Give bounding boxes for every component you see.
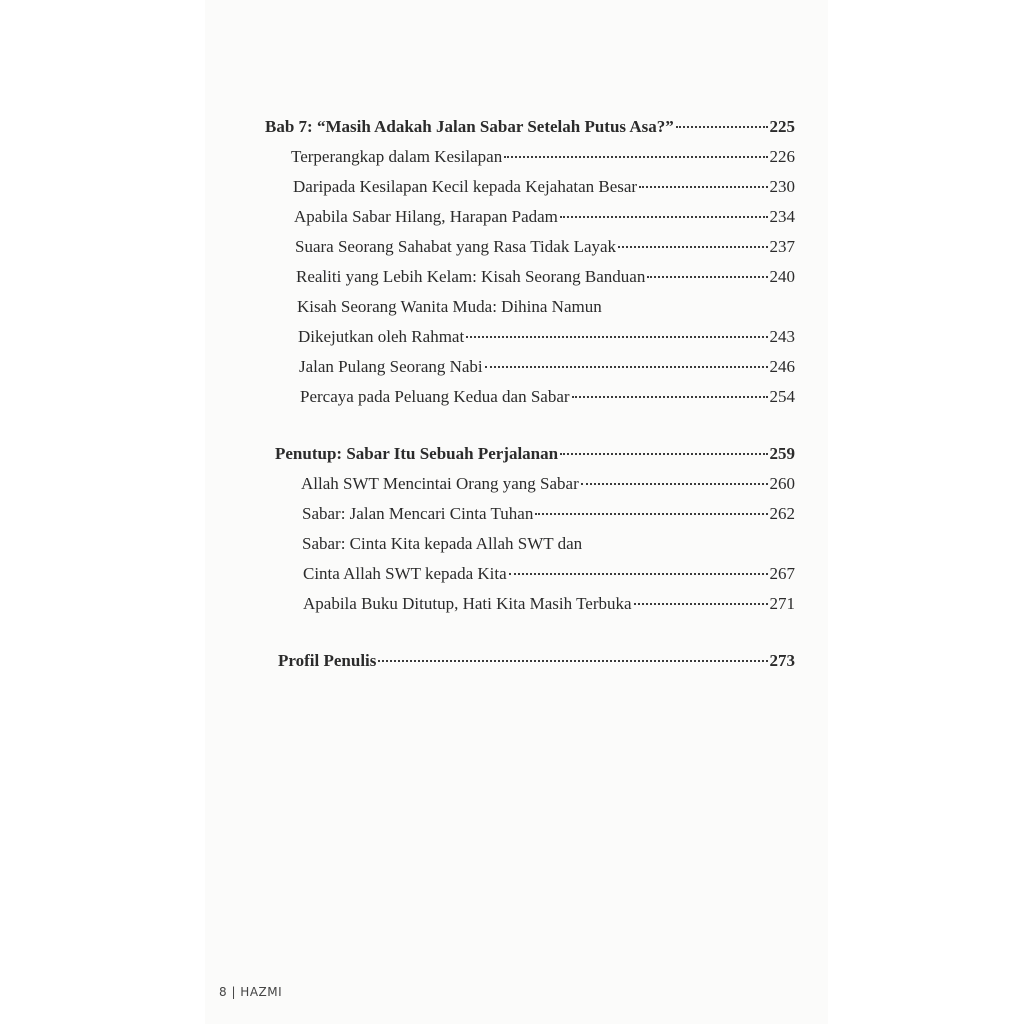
dot-leader	[560, 216, 768, 218]
toc-page-number: 262	[769, 504, 795, 523]
dot-leader	[676, 126, 768, 128]
toc-page-number: 230	[769, 177, 795, 196]
toc-entry-title: Cinta Allah SWT kepada Kita	[303, 564, 507, 583]
toc-page-number: 240	[769, 267, 795, 286]
toc-page-number: 259	[769, 444, 795, 463]
toc-entry	[265, 142, 795, 172]
section-gap	[265, 412, 795, 439]
page-footer: 8 | HAZMI	[219, 985, 283, 999]
toc-chapter-heading	[265, 112, 795, 142]
dot-leader	[535, 513, 767, 515]
toc-entry	[265, 352, 795, 382]
toc-entry	[265, 322, 795, 352]
toc-page-number: 234	[769, 207, 795, 226]
toc-entry	[265, 469, 795, 499]
toc-entry	[265, 589, 795, 619]
toc-page-number: 226	[769, 147, 795, 166]
toc-chapter-heading	[265, 646, 795, 676]
toc-page-number: 225	[769, 117, 795, 136]
dot-leader	[572, 396, 768, 398]
toc-entry-title: Jalan Pulang Seorang Nabi	[299, 357, 483, 376]
toc-entry-title: Realiti yang Lebih Kelam: Kisah Seorang Banduan	[296, 267, 646, 286]
dot-leader	[504, 156, 767, 158]
section-gap	[265, 619, 795, 646]
toc-entry-title: Allah SWT Mencintai Orang yang Sabar	[301, 474, 579, 493]
toc-page-number: 243	[769, 327, 795, 346]
dot-leader	[647, 276, 767, 278]
toc-page-number: 260	[769, 474, 795, 493]
toc-entry-title: Kisah Seorang Wanita Muda: Dihina Namun	[297, 297, 602, 316]
dot-leader	[581, 483, 768, 485]
toc-entry	[265, 232, 795, 262]
dot-leader	[509, 573, 768, 575]
dot-leader	[485, 366, 768, 368]
toc-page-number: 254	[769, 387, 795, 406]
toc-entry-first-line	[265, 292, 795, 322]
toc-entry	[265, 202, 795, 232]
dot-leader	[560, 453, 767, 455]
toc-chapter-heading	[265, 439, 795, 469]
toc-page-number: 246	[769, 357, 795, 376]
toc-entry	[265, 172, 795, 202]
toc-entry-title: Terperangkap dalam Kesilapan	[291, 147, 503, 166]
toc-entry-title: Apabila Sabar Hilang, Harapan Padam	[294, 207, 558, 226]
toc-entry-title: Daripada Kesilapan Kecil kepada Kejahatan Besar	[293, 177, 638, 196]
dot-leader	[466, 336, 767, 338]
toc-entry-title: Profil Penulis	[278, 651, 377, 670]
dot-leader	[639, 186, 767, 188]
toc-entry-first-line	[265, 529, 795, 559]
toc-entry-title: Sabar: Cinta Kita kepada Allah SWT dan	[302, 534, 583, 553]
toc-page-number: 267	[769, 564, 795, 583]
toc-entry	[265, 499, 795, 529]
toc-entry-title: Apabila Buku Ditutup, Hati Kita Masih Terbuka	[303, 594, 632, 613]
toc-page-number: 273	[769, 651, 795, 670]
dot-leader	[618, 246, 767, 248]
toc-entry-title: Sabar: Jalan Mencari Cinta Tuhan	[302, 504, 534, 523]
toc-page-number: 271	[769, 594, 795, 613]
toc-entry-title: Percaya pada Peluang Kedua dan Sabar	[300, 387, 570, 406]
toc-page-number: 237	[769, 237, 795, 256]
dot-leader	[634, 603, 768, 605]
toc-entry	[265, 559, 795, 589]
toc-entry	[265, 382, 795, 412]
toc-entry-title: Bab 7: “Masih Adakah Jalan Sabar Setelah Putus Asa?”	[265, 117, 674, 136]
toc-entry	[265, 262, 795, 292]
dot-leader	[378, 660, 767, 662]
toc-entry-title: Penutup: Sabar Itu Sebuah Perjalanan	[275, 444, 559, 463]
toc-entry-title: Suara Seorang Sahabat yang Rasa Tidak Layak	[295, 237, 617, 256]
toc-entry-title: Dikejutkan oleh Rahmat	[298, 327, 465, 346]
table-of-contents	[265, 112, 795, 676]
